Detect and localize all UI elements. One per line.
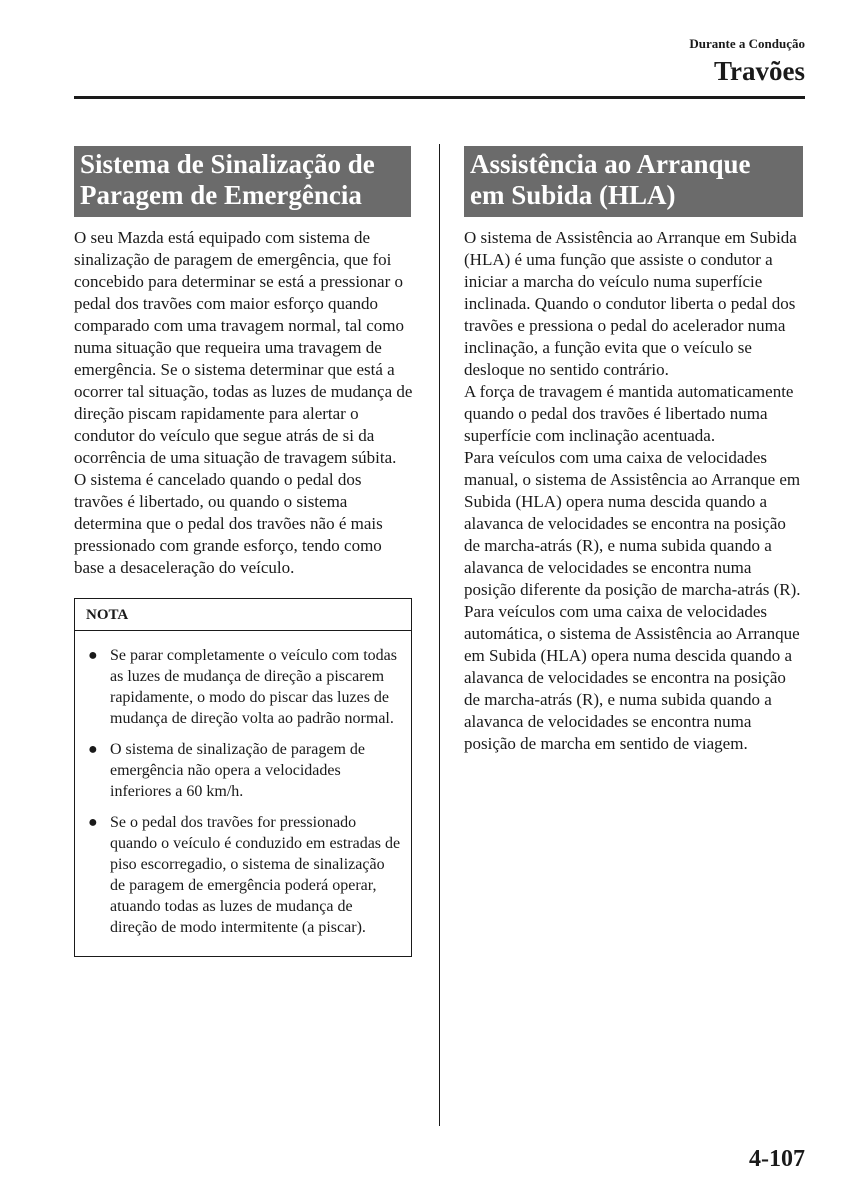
note-item-text: Se o pedal dos travões for pressionado quando o veículo é conduzido em estradas de piso escorregadio, o sistema de sinalização de paragem de emergência poderá operar, atuando todas as luzes de mudança de direção de modo intermitente (a piscar).	[110, 814, 401, 936]
left-column	[74, 146, 414, 957]
note-item	[86, 812, 401, 938]
hla-body	[464, 227, 806, 755]
note-item	[86, 739, 401, 802]
paragraph: O sistema de Assistência ao Arranque em Subida (HLA) é uma função que assiste o condutor a iniciar a marcha do veículo numa superfície inclinada. Quando o condutor liberta o pedal dos travões e pressiona o pedal do acelerador numa inclinação, a função evita que o veículo se desloque no sentido contrário.	[464, 228, 797, 379]
bullet-icon: ●	[88, 814, 98, 831]
note-box	[74, 598, 412, 957]
header-divider	[74, 96, 805, 99]
note-item-text: O sistema de sinalização de paragem de emergência não opera a velocidades inferiores a 60 km/h.	[110, 741, 365, 800]
note-item-text: Se parar completamente o veículo com todas as luzes de mudança de direção a piscarem rapidamente, o modo do piscar das luzes de mudança de direção volta ao padrão normal.	[110, 647, 398, 727]
header-section-label: Durante a Condução	[689, 36, 805, 51]
hla-heading: Assistência ao Arranque em Subida (HLA)	[464, 146, 803, 217]
paragraph: O sistema é cancelado quando o pedal dos travões é libertado, ou quando o sistema determina que o pedal dos travões não é mais pressionado com grande esforço, tendo como base a desaceleração do veículo.	[74, 470, 383, 577]
note-item	[86, 645, 401, 729]
paragraph: Para veículos com uma caixa de velocidades automática, o sistema de Assistência ao Arranque em Subida (HLA) opera numa descida quando a alavanca de velocidades se encontra na posição de marcha-atrás (R), e numa subida quando a alavanca de velocidades se encontra numa posição de marcha em sentido de viagem.	[464, 602, 800, 753]
bullet-icon: ●	[88, 741, 98, 758]
column-divider	[439, 144, 440, 1126]
note-list	[75, 631, 411, 956]
right-column	[464, 146, 806, 755]
paragraph: O seu Mazda está equipado com sistema de sinalização de paragem de emergência, que foi concebido para determinar se está a pressionar o pedal dos travões com maior esforço quando comparado com uma travagem normal, tal como numa situação que requeira uma travagem de emergência. Se o sistema determinar que está a ocorrer tal situação, todas as luzes de mudança de direção piscam rapidamente para alertar o condutor do veículo que segue atrás de si da ocorrência de uma situação de travagem súbita.	[74, 228, 413, 467]
emergency-signal-heading: Sistema de Sinalização de Paragem de Emergência	[74, 146, 411, 217]
note-title: NOTA	[75, 599, 411, 631]
emergency-signal-body	[74, 227, 414, 579]
page-title: Travões	[714, 56, 805, 86]
paragraph: A força de travagem é mantida automaticamente quando o pedal dos travões é libertado numa superfície com inclinação acentuada.	[464, 382, 794, 445]
bullet-icon: ●	[88, 647, 98, 664]
paragraph: Para veículos com uma caixa de velocidades manual, o sistema de Assistência ao Arranque em Subida (HLA) opera numa descida quando a alavanca de velocidades se encontra na posição de marcha-atrás (R), e numa subida quando a alavanca de velocidades se encontra numa posição diferente da posição de marcha-atrás (R).	[464, 448, 801, 599]
page-number: 4-107	[749, 1146, 805, 1172]
